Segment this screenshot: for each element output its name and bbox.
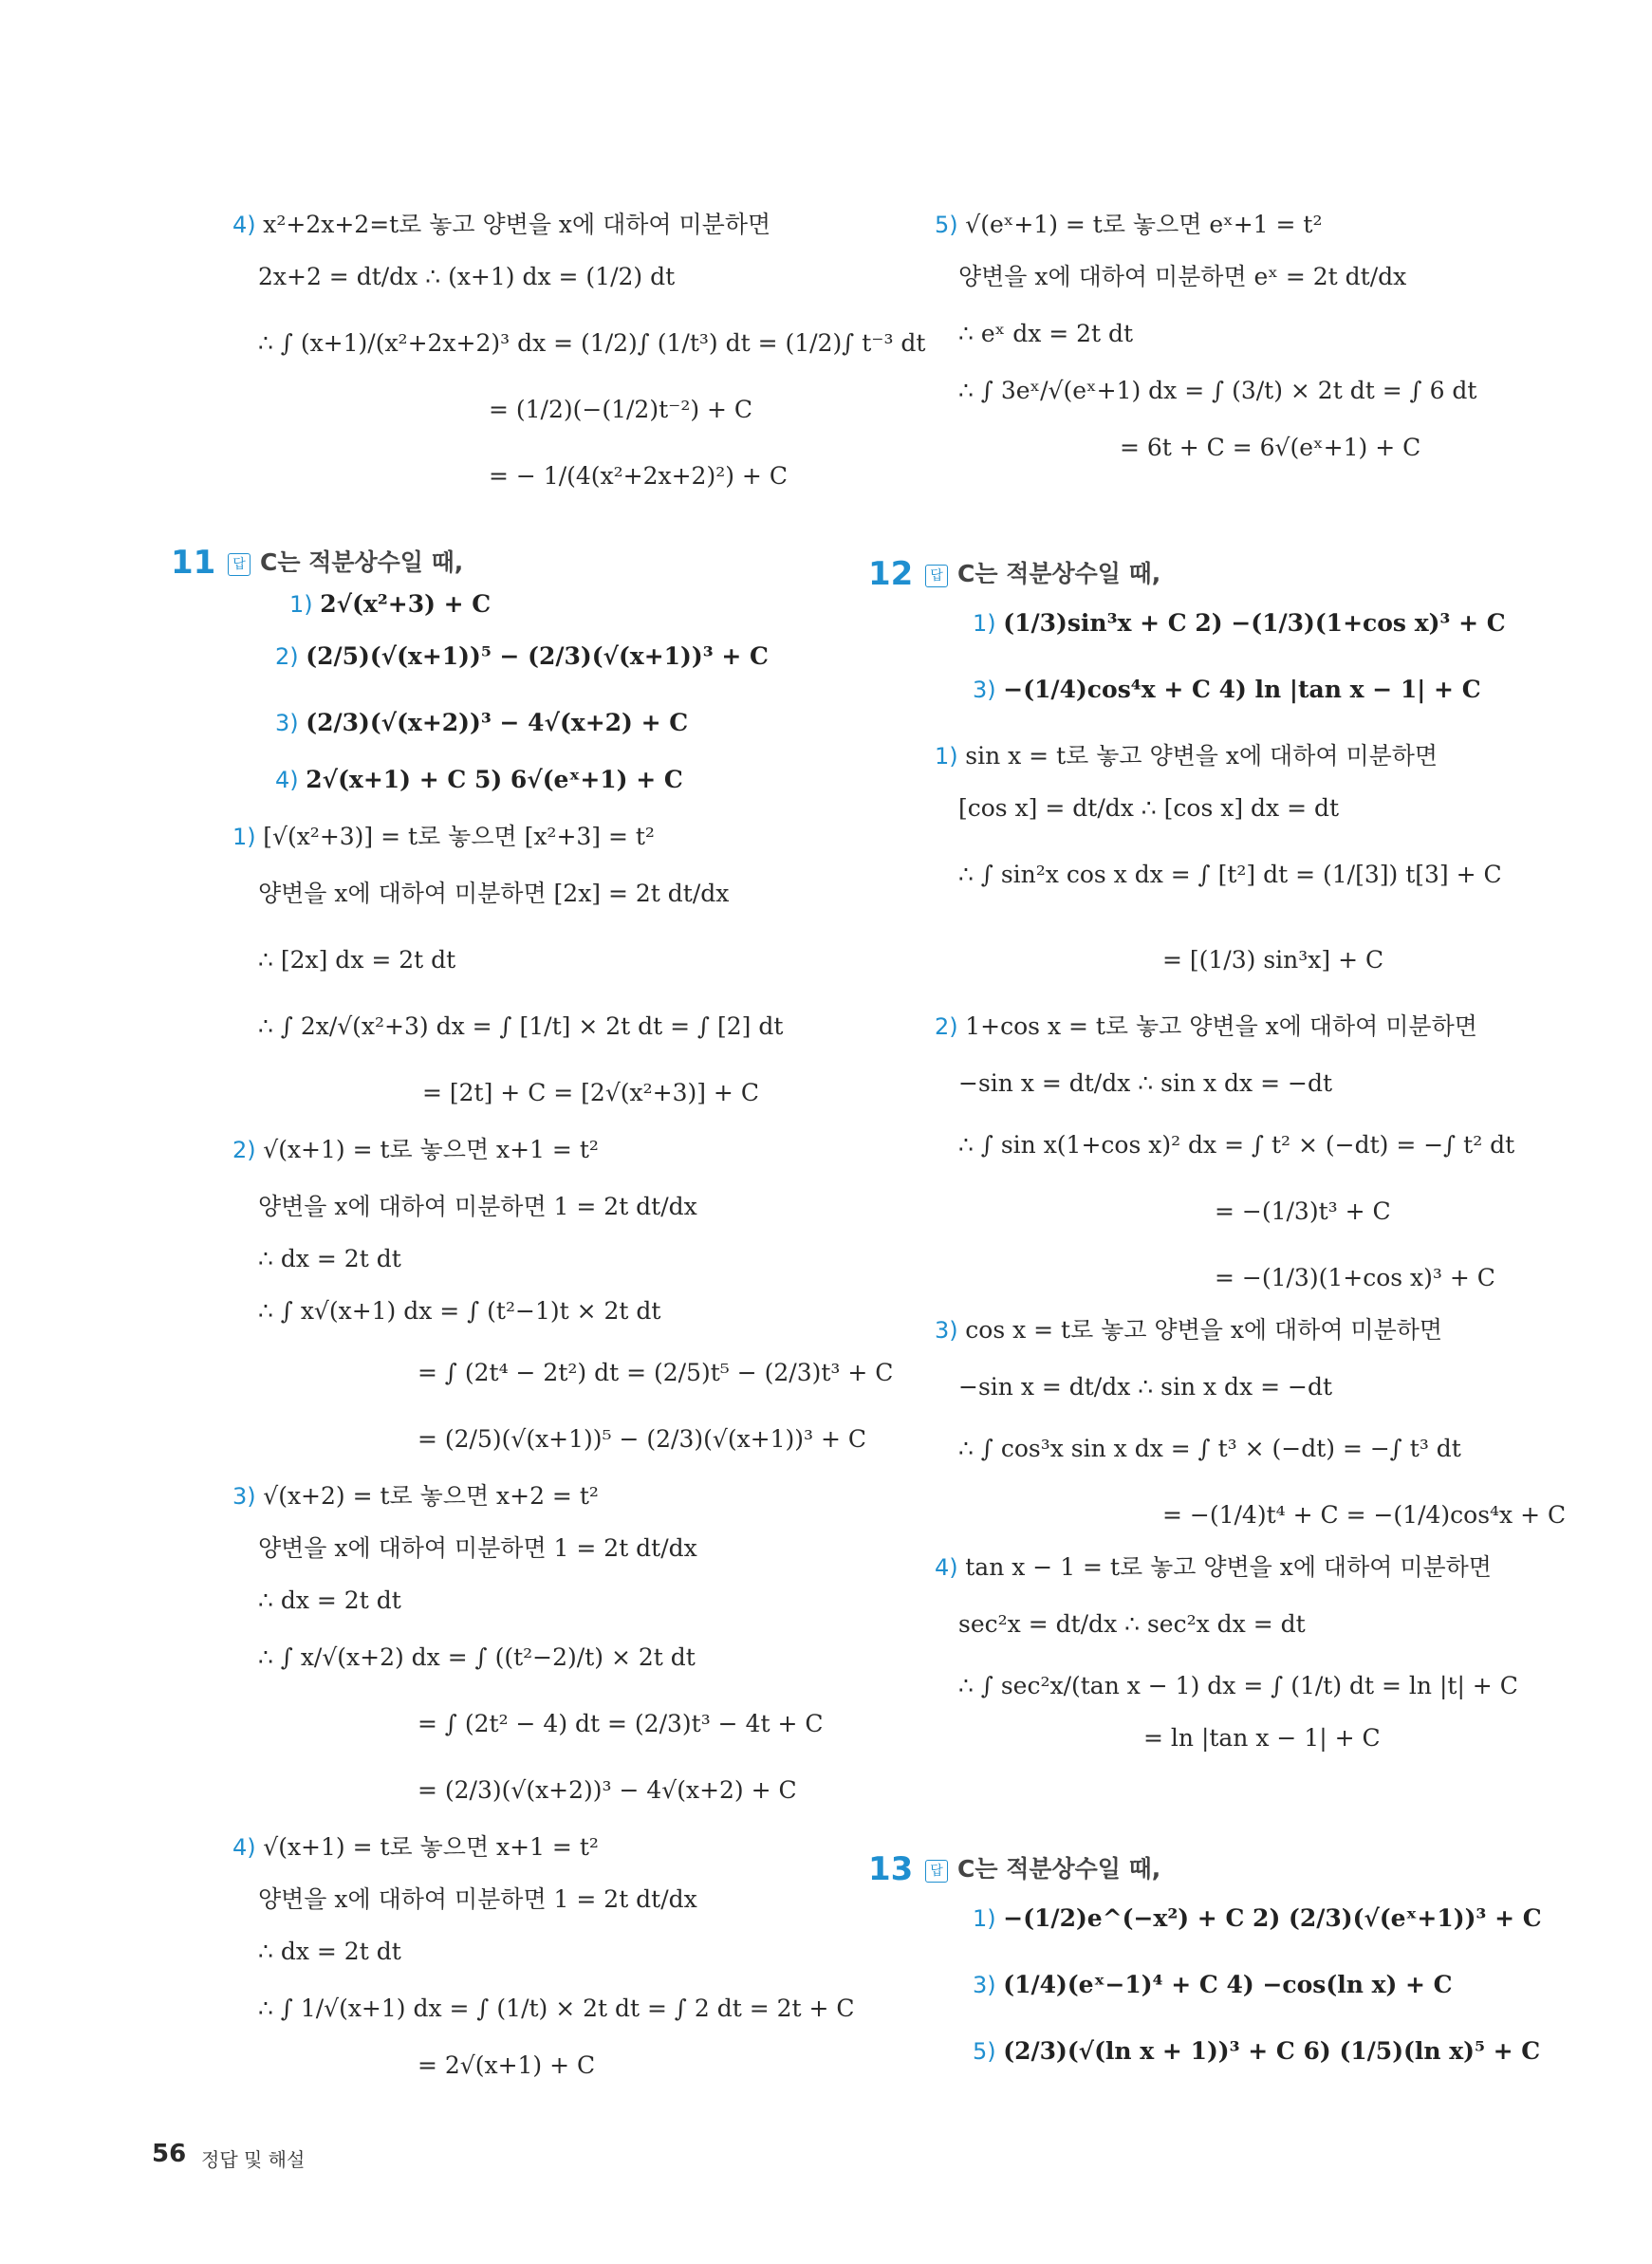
item-label: 4) <box>232 1834 264 1861</box>
solution-text: sec²x = dt/dx ∴ sec²x dx = dt <box>958 1610 1306 1638</box>
solution-text: = [(1/3) sin³x] + C <box>1162 946 1384 974</box>
solution-line <box>958 859 1502 891</box>
question-intro: C는 적분상수일 때, <box>260 548 464 576</box>
question-intro: C는 적분상수일 때, <box>957 560 1161 587</box>
solution-line <box>275 707 688 739</box>
answer-badge: 답 <box>925 565 948 587</box>
solution-line <box>973 1969 1453 2001</box>
answer-text: 2√(x+1) + C 5) 6√(eˣ+1) + C <box>306 766 683 793</box>
solution-text: sin x = t로 놓고 양변을 x에 대하여 미분하면 <box>965 742 1439 770</box>
solution-line <box>1162 944 1383 976</box>
question-number: 12 <box>868 555 914 593</box>
item-label: 2) <box>232 1137 264 1163</box>
solution-line <box>258 1585 401 1617</box>
item-label: 3) <box>973 677 1004 703</box>
solution-line <box>1215 1262 1495 1294</box>
question-number: 13 <box>868 1850 914 1888</box>
solution-line <box>258 1532 697 1565</box>
solution-line <box>973 1902 1542 1935</box>
item-label: 4) <box>232 212 264 238</box>
solution-line <box>958 1067 1332 1100</box>
item-label: 3) <box>973 1972 1004 1998</box>
solution-text: = [2t] + C = [2√(x²+3)] + C <box>422 1079 759 1106</box>
answer-text: (2/5)(√(x+1))⁵ − (2/3)(√(x+1))³ + C <box>306 642 769 670</box>
solution-line <box>258 1191 697 1223</box>
solution-line <box>232 1831 599 1864</box>
solution-text: ∴ dx = 2t dt <box>258 1938 401 1965</box>
solution-text: ∴ ∫ 1/√(x+1) dx = ∫ (1/t) × 2t dt = ∫ 2 dt = 2t + C <box>258 1995 855 2022</box>
solution-text: 양변을 x에 대하여 미분하면 [2x] = 2t dt/dx <box>258 880 730 907</box>
item-label: 1) <box>935 743 966 770</box>
solution-text: ∴ dx = 2t dt <box>258 1245 401 1272</box>
solution-text: ∴ ∫ 3eˣ/√(eˣ+1) dx = ∫ (3/t) × 2t dt = ∫ 6 dt <box>958 377 1477 404</box>
answer-text: (1/3)sin³x + C 2) −(1/3)(1+cos x)³ + C <box>1003 609 1506 637</box>
solution-line <box>935 1011 1477 1043</box>
solution-text: ∴ ∫ x√(x+1) dx = ∫ (t²−1)t × 2t dt <box>258 1297 661 1325</box>
solution-line <box>958 1129 1514 1161</box>
item-label: 5) <box>935 212 966 238</box>
solution-line <box>1162 1499 1566 1531</box>
solution-line <box>973 2035 1540 2068</box>
solution-line <box>1215 1196 1391 1228</box>
question-header <box>228 547 463 579</box>
question-header <box>925 558 1160 590</box>
solution-text: ∴ ∫ (x+1)/(x²+2x+2)³ dx = (1/2)∫ (1/t³) dt = (1/2)∫ t⁻³ dt <box>258 329 926 357</box>
solution-line <box>258 878 729 910</box>
solution-line <box>958 1371 1332 1403</box>
solution-text: 1+cos x = t로 놓고 양변을 x에 대하여 미분하면 <box>965 1012 1477 1040</box>
page-number: 56 <box>152 2140 187 2168</box>
solution-line <box>935 740 1438 772</box>
solution-text: ∴ ∫ cos³x sin x dx = ∫ t³ × (−dt) = −∫ t³ dt <box>958 1435 1461 1462</box>
solution-text: √(x+2) = t로 놓으면 x+2 = t² <box>263 1482 599 1510</box>
answer-badge: 답 <box>925 1860 948 1883</box>
solution-text: = 6t + C = 6√(eˣ+1) + C <box>1120 434 1421 461</box>
solution-text: = (2/3)(√(x+2))³ − 4√(x+2) + C <box>418 1776 797 1804</box>
solution-text: = −(1/4)t⁴ + C = −(1/4)cos⁴x + C <box>1162 1501 1567 1529</box>
item-label: 3) <box>935 1317 966 1344</box>
answer-text: (2/3)(√(ln x + 1))³ + C 6) (1/5)(ln x)⁵ + C <box>1003 2037 1541 2065</box>
solution-text: 2x+2 = dt/dx ∴ (x+1) dx = (1/2) dt <box>258 263 676 290</box>
solution-line <box>489 394 752 426</box>
solution-text: = 2√(x+1) + C <box>418 2051 596 2079</box>
solution-line <box>935 1314 1442 1346</box>
question-number: 11 <box>171 544 216 582</box>
solution-line <box>418 1357 893 1389</box>
solution-text: √(x+1) = t로 놓으면 x+1 = t² <box>263 1833 599 1861</box>
solution-line <box>489 460 788 492</box>
solution-line <box>258 1011 783 1043</box>
solution-text: = − 1/(4(x²+2x+2)²) + C <box>489 462 788 490</box>
solution-line <box>958 375 1476 407</box>
solution-line <box>958 261 1406 293</box>
solution-line <box>232 821 655 853</box>
item-label: 4) <box>275 767 306 793</box>
answer-text: (1/4)(eˣ−1)⁴ + C 4) −cos(ln x) + C <box>1003 1971 1453 1998</box>
solution-text: 양변을 x에 대하여 미분하면 1 = 2t dt/dx <box>258 1885 697 1913</box>
question-intro: C는 적분상수일 때, <box>957 1855 1161 1883</box>
item-label: 4) <box>935 1554 966 1581</box>
solution-line <box>258 1295 660 1327</box>
solution-line <box>973 607 1506 640</box>
solution-line <box>958 1670 1518 1702</box>
item-label: 3) <box>232 1483 264 1510</box>
item-label: 1) <box>289 591 321 618</box>
solution-text: √(eˣ+1) = t로 놓으면 eˣ+1 = t² <box>965 211 1323 238</box>
question-header <box>925 1853 1160 1885</box>
solution-line <box>258 944 455 976</box>
solution-text: ∴ [2x] dx = 2t dt <box>258 946 456 974</box>
solution-text: ∴ ∫ sec²x/(tan x − 1) dx = ∫ (1/t) dt = ln |t| + C <box>958 1672 1518 1699</box>
item-label: 1) <box>232 824 264 850</box>
solution-line <box>258 1993 855 2025</box>
solution-line <box>422 1077 759 1109</box>
solution-line <box>418 1708 824 1740</box>
solution-line <box>973 674 1481 706</box>
solution-line <box>418 1423 866 1456</box>
solution-text: tan x − 1 = t로 놓고 양변을 x에 대하여 미분하면 <box>965 1553 1492 1581</box>
solution-line <box>418 2050 595 2082</box>
solution-line <box>418 1774 797 1807</box>
solution-text: = ln |tan x − 1| + C <box>1143 1724 1381 1752</box>
solution-text: 양변을 x에 대하여 미분하면 1 = 2t dt/dx <box>258 1193 697 1220</box>
solution-text: ∴ ∫ x/√(x+2) dx = ∫ ((t²−2)/t) × 2t dt <box>258 1643 696 1671</box>
solution-text: = (2/5)(√(x+1))⁵ − (2/3)(√(x+1))³ + C <box>418 1425 867 1453</box>
solution-text: −sin x = dt/dx ∴ sin x dx = −dt <box>958 1069 1332 1097</box>
item-label: 3) <box>275 710 306 736</box>
solution-line <box>958 792 1339 825</box>
answer-text: (2/3)(√(x+2))³ − 4√(x+2) + C <box>306 709 689 736</box>
solution-text: √(x+1) = t로 놓으면 x+1 = t² <box>263 1136 599 1163</box>
solution-text: [√(x²+3)] = t로 놓으면 [x²+3] = t² <box>263 823 655 850</box>
solution-line <box>958 318 1133 350</box>
solution-text: = (1/2)(−(1/2)t⁻²) + C <box>489 396 753 423</box>
solution-text: cos x = t로 놓고 양변을 x에 대하여 미분하면 <box>965 1316 1443 1344</box>
solution-text: x²+2x+2=t로 놓고 양변을 x에 대하여 미분하면 <box>263 211 771 238</box>
item-label: 5) <box>973 2038 1004 2065</box>
answer-badge: 답 <box>228 553 251 576</box>
solution-text: −sin x = dt/dx ∴ sin x dx = −dt <box>958 1373 1332 1401</box>
solution-text: ∴ eˣ dx = 2t dt <box>958 320 1134 347</box>
solution-text: ∴ ∫ sin²x cos x dx = ∫ [t²] dt = (1/[3]) t[3] + C <box>958 861 1502 888</box>
solution-line <box>275 764 683 796</box>
solution-text: ∴ ∫ sin x(1+cos x)² dx = ∫ t² × (−dt) = −∫ t² dt <box>958 1131 1515 1159</box>
solution-line <box>232 209 770 241</box>
item-label: 2) <box>275 643 306 670</box>
answer-text: −(1/4)cos⁴x + C 4) ln |tan x − 1| + C <box>1003 676 1481 703</box>
solution-line <box>935 209 1322 241</box>
solution-line <box>258 1884 697 1916</box>
solution-line <box>935 1551 1492 1584</box>
solution-line <box>258 1642 696 1674</box>
solution-text: ∴ ∫ 2x/√(x²+3) dx = ∫ [1/t] × 2t dt = ∫ [2] dt <box>258 1012 784 1040</box>
item-label: 2) <box>935 1013 966 1040</box>
answer-text: −(1/2)e^(−x²) + C 2) (2/3)(√(eˣ+1))³ + C <box>1003 1904 1542 1932</box>
solution-line <box>1120 432 1420 464</box>
solution-line <box>258 327 925 360</box>
solution-line <box>958 1433 1461 1465</box>
solution-text: [cos x] = dt/dx ∴ [cos x] dx = dt <box>958 794 1340 822</box>
solution-line <box>289 588 491 621</box>
item-label: 1) <box>973 1905 1004 1932</box>
solution-text: 양변을 x에 대하여 미분하면 eˣ = 2t dt/dx <box>958 263 1407 290</box>
solution-text: 양변을 x에 대하여 미분하면 1 = 2t dt/dx <box>258 1534 697 1562</box>
solution-line <box>258 261 675 293</box>
solution-text: = ∫ (2t² − 4) dt = (2/3)t³ − 4t + C <box>418 1710 824 1737</box>
solution-line <box>258 1936 401 1968</box>
solution-line <box>275 640 769 673</box>
solution-line <box>232 1134 599 1166</box>
answer-text: 2√(x²+3) + C <box>320 590 492 618</box>
solution-line <box>232 1480 599 1512</box>
solution-text: = ∫ (2t⁴ − 2t²) dt = (2/5)t⁵ − (2/3)t³ + C <box>418 1359 894 1386</box>
solution-text: = −(1/3)(1+cos x)³ + C <box>1215 1264 1495 1291</box>
solution-text: ∴ dx = 2t dt <box>258 1587 401 1614</box>
solution-line <box>958 1608 1306 1641</box>
solution-line <box>1143 1722 1381 1754</box>
item-label: 1) <box>973 610 1004 637</box>
footer-label: 정답 및 해설 <box>201 2148 306 2171</box>
solution-line <box>258 1243 401 1275</box>
solution-text: = −(1/3)t³ + C <box>1215 1197 1391 1225</box>
